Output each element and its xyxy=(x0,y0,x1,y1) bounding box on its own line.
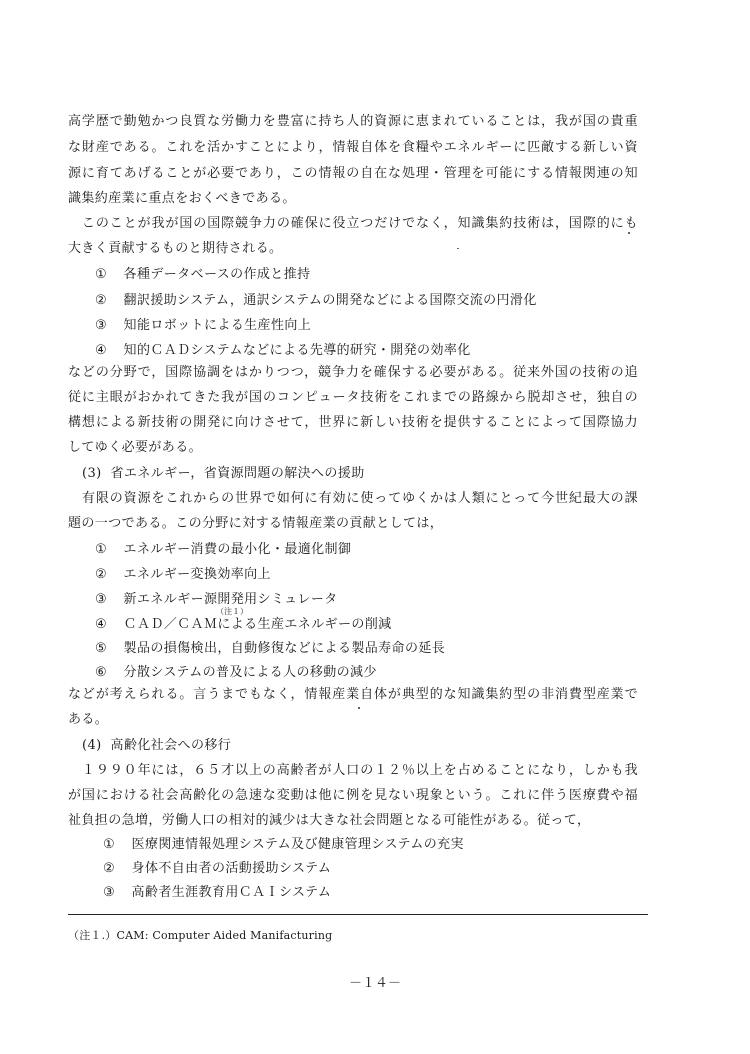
list-item xyxy=(95,566,665,584)
heading-text: 省エネルギー，省資源問題の解決への援助 xyxy=(110,466,365,481)
list-item-number: ③ xyxy=(95,318,108,333)
paragraph-line: ある。 xyxy=(68,712,109,727)
section-heading xyxy=(82,465,652,483)
list-item-number: ③ xyxy=(103,885,116,900)
list-item-number: ④ xyxy=(95,343,108,358)
scan-speck xyxy=(457,248,459,249)
heading-number: (3) xyxy=(82,466,102,481)
list-item-text: 医療関連情報処理システム及び健康管理システムの充実 xyxy=(131,837,464,852)
list-item-number: ③ xyxy=(95,592,108,607)
paragraph-line: 大きく貢献するものと期待される。 xyxy=(68,241,283,256)
footnote-divider xyxy=(68,914,648,915)
paragraph-line: 従に主眼がおかれてきた我が国のコンピュータ技術をこれまでの路線から脱却させ，独自の xyxy=(68,390,638,405)
list-item-number: ② xyxy=(95,567,108,582)
list-item xyxy=(95,266,665,284)
list-item xyxy=(95,342,665,360)
list-item-text: 身体不自由者の活動援助システム xyxy=(131,861,332,876)
list-item xyxy=(95,317,665,335)
heading-number: (4) xyxy=(82,738,102,753)
paragraph-line: 高学歴で勤勉かつ良質な労働力を豊富に持ち人的資源に恵まれていることは，我が国の貴重 xyxy=(68,114,638,129)
paragraph-line: などが考えられる。言うまでもなく，情報産業自体が典型的な知識集約型の非消費型産業で xyxy=(68,687,638,702)
paragraph-line: な財産である。これを活かすことにより，情報自体を食糧やエネルギーに匹敵する新しい資 xyxy=(68,140,638,155)
list-item-text: 高齢者生涯教育用ＣＡＩシステム xyxy=(131,885,332,900)
list-item-text: 各種データベースの作成と推持 xyxy=(123,267,311,282)
list-item xyxy=(95,541,665,559)
paragraph-line: 有限の資源をこれからの世界で如何に有効に使ってゆくかは人類にとって今世紀最大の課 xyxy=(68,491,638,506)
list-item-text: エネルギー変換効率向上 xyxy=(123,567,271,582)
paragraph-line: このことが我が国の国際競争力の確保に役立つだけでなく，知識集約技術は，国際的にも xyxy=(68,216,638,231)
list-item-number: ② xyxy=(103,861,116,876)
heading-text: 高齢化社会への移行 xyxy=(110,738,232,753)
paragraph-line: １９９０年には，６５才以上の高齢者が人口の１２％以上を占めることになり，しかも我 xyxy=(68,763,638,778)
list-item-number: ① xyxy=(95,542,108,557)
footnote-marker: （注１） xyxy=(216,607,248,616)
list-item xyxy=(103,884,673,902)
paragraph-line: 識集約産業に重点をおくべきである。 xyxy=(68,191,296,206)
paragraph-line: してゆく必要がある。 xyxy=(68,440,203,455)
paragraph-line: が国における社会高齢化の急速な変動は他に例を見ない現象という。これに伴う医療費や福 xyxy=(68,788,638,803)
list-item xyxy=(95,591,665,609)
scan-speck xyxy=(628,232,630,234)
list-item-number: ⑥ xyxy=(95,665,108,680)
list-item-text: エネルギー消費の最小化・最適化制御 xyxy=(123,542,352,557)
paragraph-line: 構想による新技術の開発に向けさせて，世界に新しい技術を提供することによって国際協力 xyxy=(68,415,638,430)
list-item-number: ② xyxy=(95,293,108,308)
list-item xyxy=(103,836,673,854)
list-item-number: ① xyxy=(103,837,116,852)
paragraph-line: 題の一つである。この分野に対する情報産業の貢献としては， xyxy=(68,516,444,531)
paragraph-line: 祉負担の急増，労働人口の相対的減少は大きな社会問題となる可能性がある。従って， xyxy=(68,813,591,828)
page-number: －１４－ xyxy=(348,976,401,991)
list-item-text: 製品の損傷検出，自動修復などによる製品寿命の延長 xyxy=(123,641,446,656)
list-item xyxy=(95,640,665,658)
list-item-text: 新エネルギー源開発用シミュレータ xyxy=(123,592,338,607)
list-item xyxy=(95,292,665,310)
list-item xyxy=(95,616,665,634)
paragraph-line: 源に育てあげることが必要であり，この情報の自在な処理・管理を可能にする情報関連の知 xyxy=(68,166,638,181)
list-item-text: ＣＡＤ／ＣＡＭによる生産エネルギーの削減 xyxy=(123,617,392,632)
list-item xyxy=(95,664,665,682)
list-item-text: 翻訳援助システム，通訳システムの開発などによる国際交流の円滑化 xyxy=(123,293,537,308)
list-item xyxy=(103,860,673,878)
scan-speck xyxy=(358,707,360,709)
list-item-text: 知能ロボットによる生産性向上 xyxy=(123,318,312,333)
section-heading xyxy=(82,737,652,755)
list-item-text: 知的ＣＡＤシステムなどによる先導的研究・開発の効率化 xyxy=(123,343,471,358)
footnote: （注１.）CAM: Computer Aided Manifacturing xyxy=(68,929,333,942)
list-item-text: 分散システムの普及による人の移動の減少 xyxy=(123,665,377,680)
list-item-number: ① xyxy=(95,267,108,282)
list-item-number: ④ xyxy=(95,617,108,632)
paragraph-line: などの分野で，国際協調をはかりつつ，競争力を確保する必要がある。従来外国の技術の追 xyxy=(68,365,638,380)
list-item-number: ⑤ xyxy=(95,641,108,656)
